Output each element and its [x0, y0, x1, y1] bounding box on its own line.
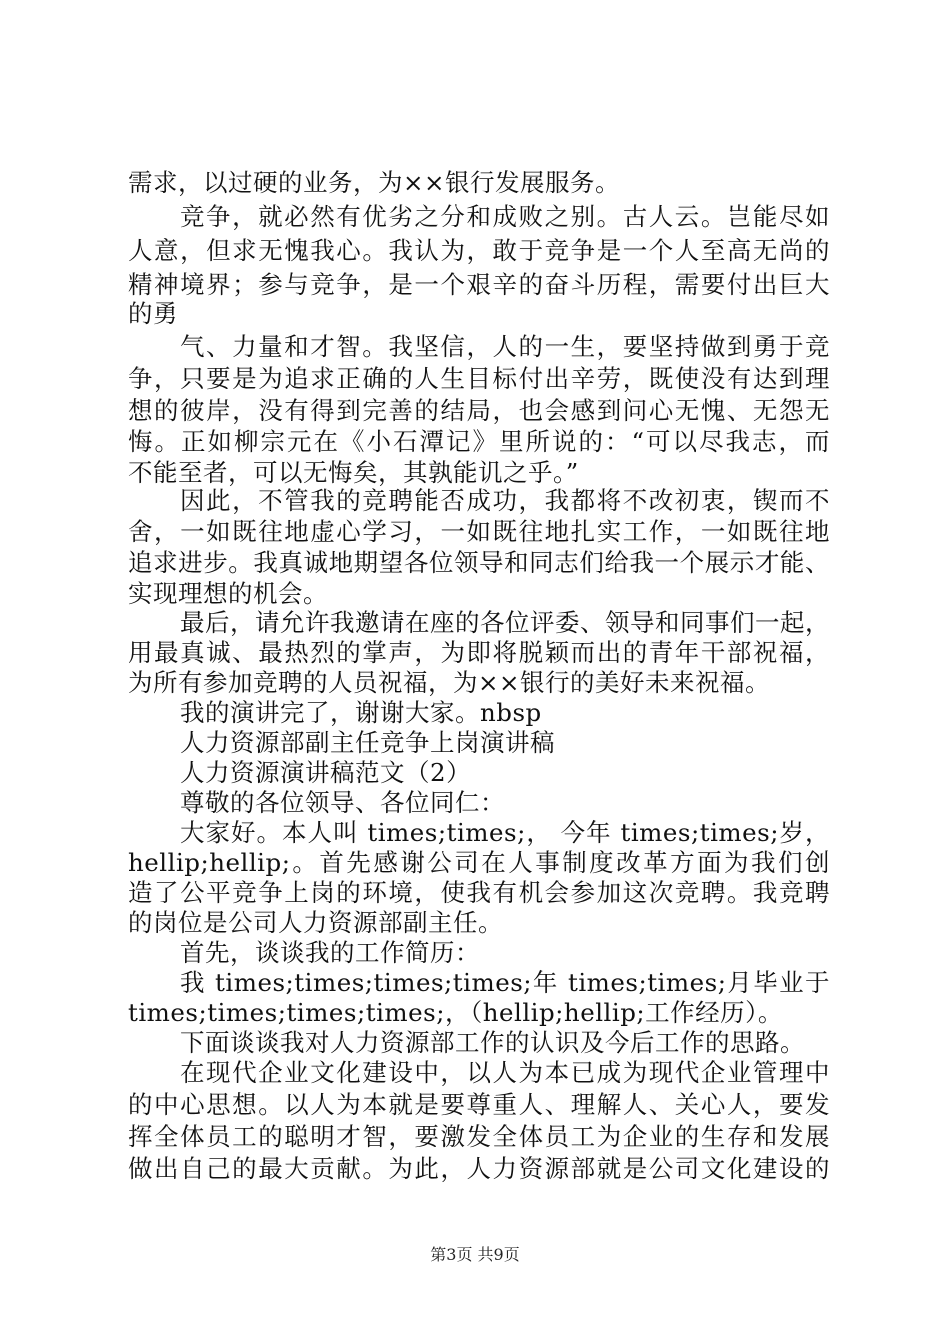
text-line: 想的彼岸，没有得到完善的结局，也会感到问心无愧、无怨无 — [128, 396, 830, 425]
text-line: 我 times;times;times;times;年 times;times;月毕业于 — [180, 968, 830, 997]
text-line: 用最真诚、最热烈的掌声，为即将脱颖而出的青年干部祝福， — [128, 638, 830, 667]
text-line: 的勇 — [128, 299, 178, 328]
text-line: 人意，但求无愧我心。我认为，敢于竞争是一个人至高无尚的 — [128, 236, 830, 265]
text-line: 造了公平竞争上岗的环境，使我有机会参加这次竞聘。我竞聘 — [128, 878, 830, 907]
text-line: 气、力量和才智。我坚信，人的一生，要坚持做到勇于竞 — [180, 332, 830, 361]
text-line: 人力资源演讲稿范文（2） — [180, 758, 472, 787]
text-line: 悔。正如柳宗元在《小石潭记》里所说的：“可以尽我志，而 — [128, 427, 830, 456]
text-line: 为所有参加竞聘的人员祝福，为××银行的美好未来祝福。 — [128, 668, 771, 697]
text-line: 挥全体员工的聪明才智，要激发全体员工为企业的生存和发展 — [128, 1122, 830, 1151]
text-line: 最后，请允许我邀请在座的各位评委、领导和同事们一起， — [180, 608, 830, 637]
text-line: 竞争，就必然有优劣之分和成败之别。古人云。岂能尽如 — [180, 202, 830, 231]
text-line: 的中心思想。以人为本就是要尊重人、理解人、关心人，要发 — [128, 1090, 830, 1119]
text-line: 我的演讲完了，谢谢大家。nbsp — [180, 698, 542, 727]
text-line: 追求进步。我真诚地期望各位领导和同志们给我一个展示才能、 — [128, 548, 830, 577]
text-line: times;times;times;times;，（hellip;hellip;工作经历）。 — [128, 998, 783, 1027]
text-line: 下面谈谈我对人力资源部工作的认识及今后工作的思路。 — [180, 1028, 805, 1057]
text-line: 大家好。本人叫 times;times;， 今年 times;times;岁， — [180, 818, 830, 847]
text-line: 首先，谈谈我的工作简历： — [180, 938, 480, 967]
text-line: 争，只要是为追求正确的人生目标付出辛劳，既使没有达到理 — [128, 364, 830, 393]
text-line: 的岗位是公司人力资源部副主任。 — [128, 908, 503, 937]
text-line: 人力资源部副主任竞争上岗演讲稿 — [180, 728, 555, 757]
text-line: 舍，一如既往地虚心学习，一如既往地扎实工作，一如既往地 — [128, 517, 830, 546]
text-line: 不能至者，可以无悔矣，其孰能讥之乎。” — [128, 458, 579, 487]
text-line: 精神境界；参与竞争，是一个艰辛的奋斗历程，需要付出巨大 — [128, 270, 830, 299]
text-line: 尊敬的各位领导、各位同仁： — [180, 788, 505, 817]
text-line: 需求，以过硬的业务，为××银行发展服务。 — [128, 168, 621, 197]
page-number-footer: 第3页 共9页 — [430, 1245, 520, 1264]
text-line: 实现理想的机会。 — [128, 579, 328, 608]
text-line: hellip;hellip;。首先感谢公司在人事制度改革方面为我们创 — [128, 848, 830, 877]
text-line: 做出自己的最大贡献。为此，人力资源部就是公司文化建设的 — [128, 1154, 830, 1183]
text-line: 因此，不管我的竞聘能否成功，我都将不改初衷，锲而不 — [180, 486, 830, 515]
text-line: 在现代企业文化建设中，以人为本已成为现代企业管理中 — [180, 1058, 830, 1087]
